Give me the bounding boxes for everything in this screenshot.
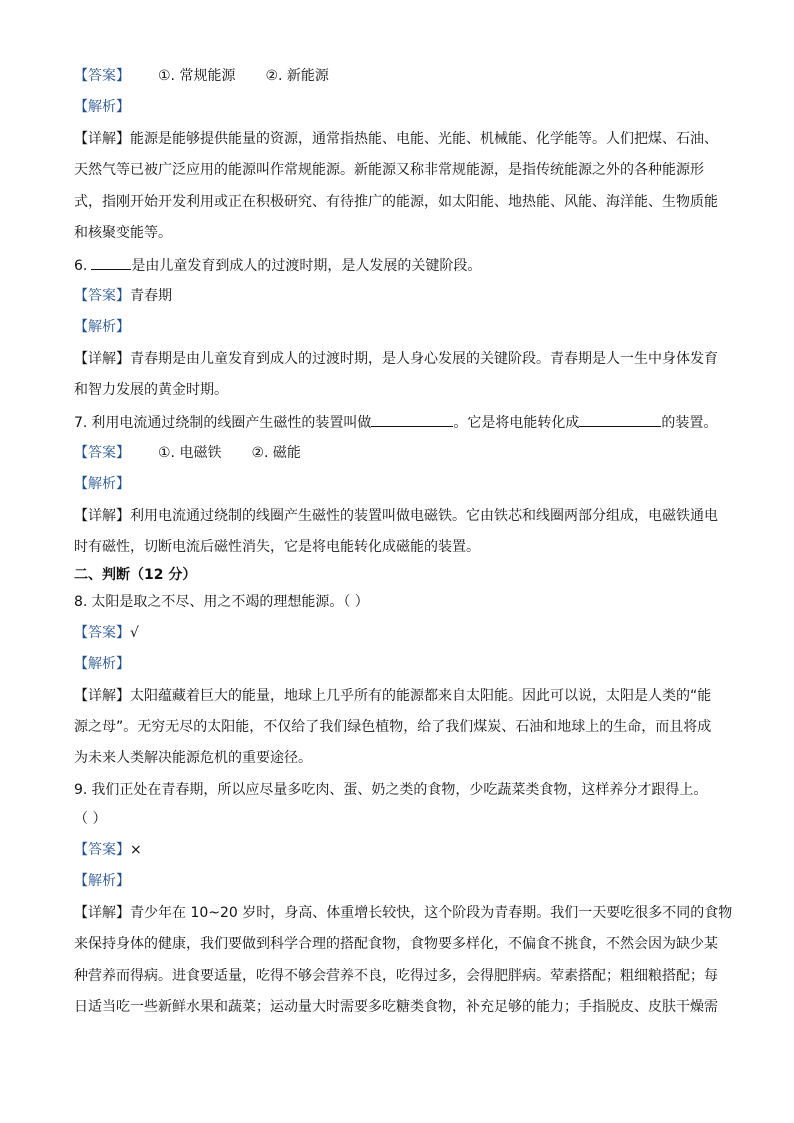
answer-text: × — [130, 842, 142, 858]
analysis-label-q7: 【解析】 — [74, 476, 130, 492]
detail-line: 式，指刚开始开发利用或正在积极研究、有待推广的能源，如太阳能、地热能、风能、海洋能、生物质能 — [74, 194, 718, 210]
detail-line: 【详解】太阳蕴藏着巨大的能量，地球上几乎所有的能源都来自太阳能。因此可以说，太阳是人类的“能 — [74, 688, 712, 704]
answer-item-2: ②. 磁能 — [251, 445, 301, 461]
question-number: 7. — [74, 415, 88, 431]
answer-item-2: ②. 新能源 — [265, 68, 329, 84]
fill-blank — [371, 412, 453, 427]
question-stem-part: 利用电流通过绕制的线圈产生磁性的装置叫做 — [91, 415, 372, 431]
question-number: 8. — [74, 594, 88, 610]
question-number: 6. — [74, 258, 88, 274]
fill-blank — [579, 412, 661, 427]
detail-line: 和智力发展的黄金时期。 — [74, 382, 228, 398]
answer-item-1: ①. 电磁铁 — [158, 445, 222, 461]
answer-row-q5 — [74, 66, 724, 86]
answer-text: 青春期 — [130, 288, 172, 304]
answer-text: √ — [130, 625, 139, 641]
fill-blank — [91, 255, 131, 270]
question-9 — [74, 780, 724, 800]
detail-line: 天然气等已被广泛应用的能源叫作常规能源。新能源又称非常规能源，是指传统能源之外的各种能源形 — [74, 162, 704, 178]
question-stem-part: 。它是将电能转化成 — [453, 415, 580, 431]
analysis-label-q9: 【解析】 — [74, 873, 130, 889]
analysis-label-q8: 【解析】 — [74, 656, 130, 672]
question-stem: 太阳是取之不尽、用之不竭的理想能源。（ ） — [91, 594, 369, 610]
detail-line: 日适当吃一些新鲜水果和蔬菜；运动量大时需要多吃糖类食物，补充足够的能力；手指脱皮、皮肤干燥需 — [74, 999, 718, 1015]
question-8 — [74, 592, 724, 612]
answer-label: 【答案】 — [74, 445, 130, 461]
detail-line: 来保持身体的健康，我们要做到科学合理的搭配食物，食物要多样化，不偏食不挑食，不然会因为缺少某 — [74, 936, 718, 952]
answer-label: 【答案】 — [74, 68, 130, 84]
detail-line: 为未来人类解决能源危机的重要途径。 — [74, 750, 312, 766]
detail-line: 【详解】能源是能够提供能量的资源，通常指热能、电能、光能、机械能、化学能等。人们把煤、石油、 — [74, 131, 718, 147]
answer-item-1: ①. 常规能源 — [158, 68, 236, 84]
answer-row-q7 — [74, 443, 724, 463]
detail-line: 【详解】青少年在 10~20 岁时，身高、体重增长较快，这个阶段为青春期。我们一天要吃很多不同的食物 — [74, 905, 733, 921]
question-stem: 是由儿童发育到成人的过渡时期，是人发展的关键阶段。 — [131, 258, 482, 274]
question-stem: 我们正处在青春期，所以应尽量多吃肉、蛋、奶之类的食物，少吃蔬菜类食物，这样养分才跟得上。 — [91, 782, 708, 798]
analysis-label-q5: 【解析】 — [74, 99, 130, 115]
question-stem-part: 的装置。 — [661, 415, 718, 431]
detail-line: 【详解】青春期是由儿童发育到成人的过渡时期，是人身心发展的关键阶段。青春期是人一生中身体发育 — [74, 351, 718, 367]
answer-row-q9 — [74, 840, 724, 860]
detail-line: 种营养而得病。进食要适量，吃得不够会营养不良，吃得过多，会得肥胖病。荤素搭配；粗细粮搭配；每 — [74, 968, 718, 984]
detail-line: 【详解】利用电流通过绕制的线圈产生磁性的装置叫做电磁铁。它由铁芯和线圈两部分组成，电磁铁通电 — [74, 508, 718, 524]
answer-label: 【答案】 — [74, 288, 130, 304]
question-number: 9. — [74, 782, 88, 798]
answer-row-q6 — [74, 286, 724, 306]
detail-line: 和核聚变能等。 — [74, 225, 172, 241]
detail-line: 时有磁性，切断电流后磁性消失，它是将电能转化成磁能的装置。 — [74, 539, 480, 555]
answer-label: 【答案】 — [74, 625, 130, 641]
detail-line: 源之母”。无穷无尽的太阳能，不仅给了我们绿色植物，给了我们煤炭、石油和地球上的生命，而且将成 — [74, 719, 712, 735]
analysis-label-q6: 【解析】 — [74, 319, 130, 335]
answer-bracket: （ ） — [74, 811, 107, 827]
answer-label: 【答案】 — [74, 842, 130, 858]
question-7 — [74, 412, 724, 432]
question-6 — [74, 255, 724, 275]
answer-row-q8 — [74, 623, 724, 643]
section-heading: 二、判断（12 分） — [74, 567, 197, 583]
